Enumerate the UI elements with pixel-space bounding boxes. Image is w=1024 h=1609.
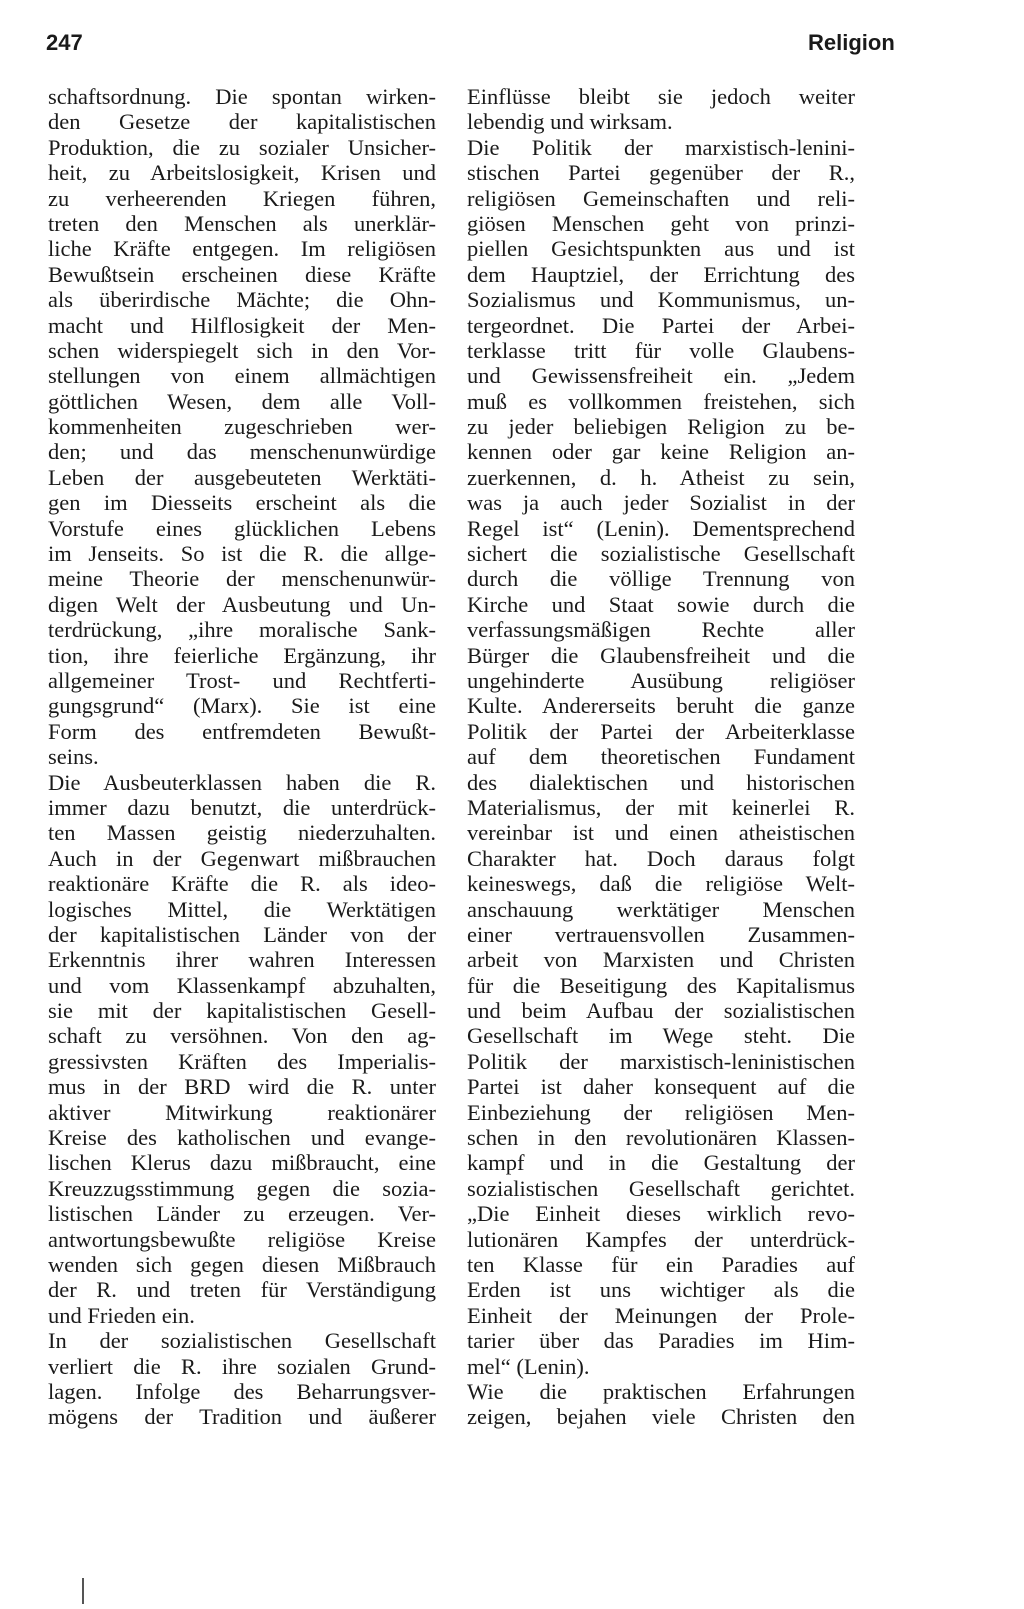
text-line: Materialismus, der mit keinerlei R.: [467, 794, 855, 820]
text-line: sozialistischen Gesellschaft gerichtet.: [467, 1175, 855, 1201]
text-line: Erden ist uns wichtiger als die: [467, 1277, 855, 1303]
text-line: als überirdische Mächte; die Ohn-: [48, 287, 436, 313]
text-line: Wie die praktischen Erfahrungen: [467, 1378, 855, 1404]
text-line: ten Massen geistig niederzuhalten.: [48, 820, 436, 846]
text-line: Partei ist daher konsequent auf die: [467, 1074, 855, 1100]
text-line: piellen Gesichtspunkten aus und ist: [467, 236, 855, 262]
text-line: kommenheiten zugeschrieben wer-: [48, 414, 436, 440]
text-line: Bewußtsein erscheinen diese Kräfte: [48, 261, 436, 287]
text-line: mel“ (Lenin).: [467, 1353, 590, 1379]
text-line: Auch in der Gegenwart mißbrauchen: [48, 845, 436, 871]
text-line: zu verheerenden Kriegen führen,: [48, 185, 436, 211]
text-line: Produktion, die zu sozialer Unsicher-: [48, 134, 436, 160]
text-line: allgemeiner Trost- und Rechtferti-: [48, 667, 436, 693]
text-line: Bürger die Glaubensfreiheit und die: [467, 642, 855, 668]
text-line: stellungen von einem allmächtigen: [48, 363, 436, 389]
text-line: Kulte. Andererseits beruht die ganze: [467, 693, 855, 719]
text-line: und Frieden ein.: [48, 1302, 195, 1328]
text-line: Einheit der Meinungen der Prole-: [467, 1302, 855, 1328]
text-line: liche Kräfte entgegen. Im religiösen: [48, 236, 436, 262]
text-line: terklasse tritt für volle Glaubens-: [467, 337, 855, 363]
text-line: listischen Länder zu erzeugen. Ver-: [48, 1201, 436, 1227]
text-line: lagen. Infolge des Beharrungsver-: [48, 1378, 436, 1404]
right-text-column: [467, 84, 855, 1430]
text-line: den Gesetze der kapitalistischen: [48, 109, 436, 135]
text-line: der R. und treten für Verständigung: [48, 1277, 436, 1303]
text-line: einer vertrauensvollen Zusammen-: [467, 921, 855, 947]
text-line: Sozialismus und Kommunismus, un-: [467, 287, 855, 313]
text-line: In der sozialistischen Gesellschaft: [48, 1328, 436, 1354]
margin-mark: [82, 1578, 84, 1604]
text-line: schaftsordnung. Die spontan wirken-: [48, 84, 436, 109]
text-line: Kreise des katholischen und evange-: [48, 1125, 436, 1151]
text-line: schen widerspiegelt sich in den Vor-: [48, 337, 436, 363]
text-line: Regel ist“ (Lenin). Dementsprechend: [467, 515, 855, 541]
page-number: 247: [46, 30, 83, 55]
text-line: Einflüsse bleibt sie jedoch weiter: [467, 84, 855, 109]
text-line: ungehinderte Ausübung religiöser: [467, 667, 855, 693]
text-line: Erkenntnis ihrer wahren Interessen: [48, 947, 436, 973]
text-line: meine Theorie der menschenunwür-: [48, 566, 436, 592]
text-line: Leben der ausgebeuteten Werktäti-: [48, 464, 436, 490]
text-line: tergeordnet. Die Partei der Arbei-: [467, 312, 855, 338]
text-line: verliert die R. ihre sozialen Grund-: [48, 1353, 436, 1379]
text-line: muß es vollkommen freistehen, sich: [467, 388, 855, 414]
text-line: zuerkennen, d. h. Atheist zu sein,: [467, 464, 855, 490]
text-line: arbeit von Marxisten und Christen: [467, 947, 855, 973]
text-line: mögens der Tradition und äußerer: [48, 1404, 436, 1430]
text-line: ten Klasse für ein Paradies auf: [467, 1251, 855, 1277]
text-line: kampf und in die Gestaltung der: [467, 1150, 855, 1176]
text-line: des dialektischen und historischen: [467, 769, 855, 795]
text-line: lebendig und wirksam.: [467, 109, 673, 135]
text-line: den; und das menschenunwürdige: [48, 439, 436, 465]
text-line: wenden sich gegen diesen Mißbrauch: [48, 1251, 436, 1277]
text-line: Einbeziehung der religiösen Men-: [467, 1099, 855, 1125]
text-line: vereinbar ist und einen atheistischen: [467, 820, 855, 846]
text-line: Die Ausbeuterklassen haben die R.: [48, 769, 436, 795]
text-line: gungsgrund“ (Marx). Sie ist eine: [48, 693, 436, 719]
text-line: Vorstufe eines glücklichen Lebens: [48, 515, 436, 541]
text-line: heit, zu Arbeitslosigkeit, Krisen und: [48, 160, 436, 186]
text-line: macht und Hilflosigkeit der Men-: [48, 312, 436, 338]
text-line: aktiver Mitwirkung reaktionärer: [48, 1099, 436, 1125]
text-line: und Gewissensfreiheit ein. „Jedem: [467, 363, 855, 389]
text-line: Politik der marxistisch-leninistischen: [467, 1048, 855, 1074]
text-line: lischen Klerus dazu mißbraucht, eine: [48, 1150, 436, 1176]
text-line: anschauung werktätiger Menschen: [467, 896, 855, 922]
text-line: treten den Menschen als unerklär-: [48, 210, 436, 236]
text-line: für die Beseitigung des Kapitalismus: [467, 972, 855, 998]
text-line: und vom Klassenkampf abzuhalten,: [48, 972, 436, 998]
text-line: stischen Partei gegenüber der R.,: [467, 160, 855, 186]
text-line: dem Hauptziel, der Errichtung des: [467, 261, 855, 287]
text-line: durch die völlige Trennung von: [467, 566, 855, 592]
text-line: auf dem theoretischen Fundament: [467, 744, 855, 770]
text-line: der kapitalistischen Länder von der: [48, 921, 436, 947]
text-line: im Jenseits. So ist die R. die allge-: [48, 541, 436, 567]
page-header: [46, 30, 895, 66]
text-line: zu jeder beliebigen Religion zu be-: [467, 414, 855, 440]
text-line: religiösen Gemeinschaften und reli-: [467, 185, 855, 211]
text-line: Kirche und Staat sowie durch die: [467, 591, 855, 617]
text-line: keineswegs, daß die religiöse Welt-: [467, 871, 855, 897]
text-line: sie mit der kapitalistischen Gesell-: [48, 998, 436, 1024]
text-line: zeigen, bejahen viele Christen den: [467, 1404, 855, 1430]
text-line: und beim Aufbau der sozialistischen: [467, 998, 855, 1024]
text-line: kennen oder gar keine Religion an-: [467, 439, 855, 465]
text-line: tion, ihre feierliche Ergänzung, ihr: [48, 642, 436, 668]
text-line: göttlichen Wesen, dem alle Voll-: [48, 388, 436, 414]
text-line: seins.: [48, 744, 99, 770]
text-line: immer dazu benutzt, die unterdrück-: [48, 794, 436, 820]
text-line: schen in den revolutionären Klassen-: [467, 1125, 855, 1151]
text-line: Gesellschaft im Wege steht. Die: [467, 1023, 855, 1049]
text-line: „Die Einheit dieses wirklich revo-: [467, 1201, 855, 1227]
text-line: Charakter hat. Doch daraus folgt: [467, 845, 855, 871]
text-line: was ja auch jeder Sozialist in der: [467, 490, 855, 516]
text-line: lutionären Kampfes der unterdrück-: [467, 1226, 855, 1252]
text-line: digen Welt der Ausbeutung und Un-: [48, 591, 436, 617]
text-line: terdrückung, „ihre moralische Sank-: [48, 617, 436, 643]
text-line: giösen Menschen geht von prinzi-: [467, 210, 855, 236]
text-line: Form des entfremdeten Bewußt-: [48, 718, 436, 744]
text-line: tarier über das Paradies im Him-: [467, 1328, 855, 1354]
text-line: gen im Diesseits erscheint als die: [48, 490, 436, 516]
running-head: Religion: [808, 30, 895, 55]
left-text-column: [48, 84, 436, 1430]
text-line: reaktionäre Kräfte die R. als ideo-: [48, 871, 436, 897]
text-line: logisches Mittel, die Werktätigen: [48, 896, 436, 922]
text-line: gressivsten Kräften des Imperialis-: [48, 1048, 436, 1074]
text-line: mus in der BRD wird die R. unter: [48, 1074, 436, 1100]
text-line: Die Politik der marxistisch-lenini-: [467, 134, 855, 160]
text-line: Kreuzzugsstimmung gegen die sozia-: [48, 1175, 436, 1201]
text-line: sichert die sozialistische Gesellschaft: [467, 541, 855, 567]
text-line: verfassungsmäßigen Rechte aller: [467, 617, 855, 643]
text-line: schaft zu versöhnen. Von den ag-: [48, 1023, 436, 1049]
text-line: Politik der Partei der Arbeiterklasse: [467, 718, 855, 744]
text-line: antwortungsbewußte religiöse Kreise: [48, 1226, 436, 1252]
